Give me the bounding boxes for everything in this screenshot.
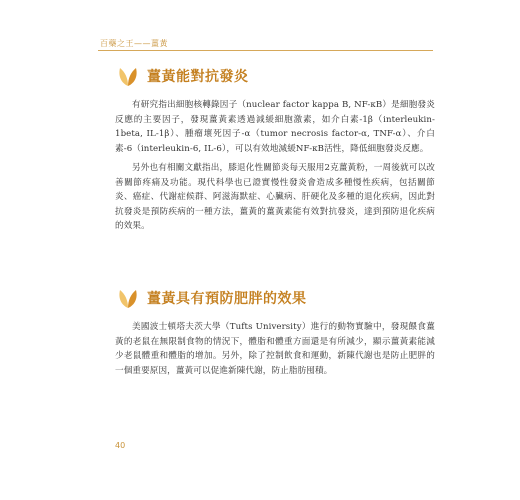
section-title: 薑黃具有預防肥胖的效果 <box>147 291 307 307</box>
running-head: 百藥之王——薑黃 <box>100 39 168 48</box>
page-number: 40 <box>115 441 126 450</box>
section-heading <box>115 64 435 88</box>
section-anti-inflammation <box>115 64 435 239</box>
body-paragraph: 美國波士頓塔夫茨大學（Tufts University）進行的動物實驗中，發現餵食薑黃的老鼠在無限制食物的情況下，體脂和體重方面還是有所減少，顯示薑黃素能減少老鼠體重和體脂的增加。另外，除了控制飲食和運動，新陳代謝也是防止肥胖的一個重要原因，薑黃可以促進新陳代謝，防止脂肪囤積。 <box>115 322 435 376</box>
body-paragraph: 另外也有相關文獻指出，膝退化性關節炎每天服用2克薑黃粉，一周後就可以改善關節疼痛及功能。現代科學也已證實慢性發炎會造成多種慢性疾病，包括關節炎、癌症、代謝症候群、阿滋海默症、心臟病、肝硬化及多種的退化疾病，因此對抗發炎是預防疾病的一種方法，薑黃的薑黃素能有效對抗發炎，達到預防退化疾病的效果。 <box>115 163 435 231</box>
leaf-icon <box>115 65 141 87</box>
section-heading <box>115 286 435 310</box>
section-title: 薑黃能對抗發炎 <box>147 69 249 85</box>
leaf-icon <box>115 287 141 309</box>
header-rule <box>98 50 433 51</box>
section-obesity-prevention <box>115 286 435 383</box>
body-paragraph: 有研究指出細胞核轉錄因子（nuclear factor kappa B, NF-κB）是細胞發炎反應的主要因子，發現薑黃素透過減緩細胞激素，如介白素-1β（interleukin-1beta, IL-1β）、腫瘤壞死因子-α（tumor necrosis factor-α, TNF-α）、介白素-6（interleukin-6, IL-6），可以有效地減緩NF-κB活性，降低細胞發炎反應。 <box>115 100 435 154</box>
